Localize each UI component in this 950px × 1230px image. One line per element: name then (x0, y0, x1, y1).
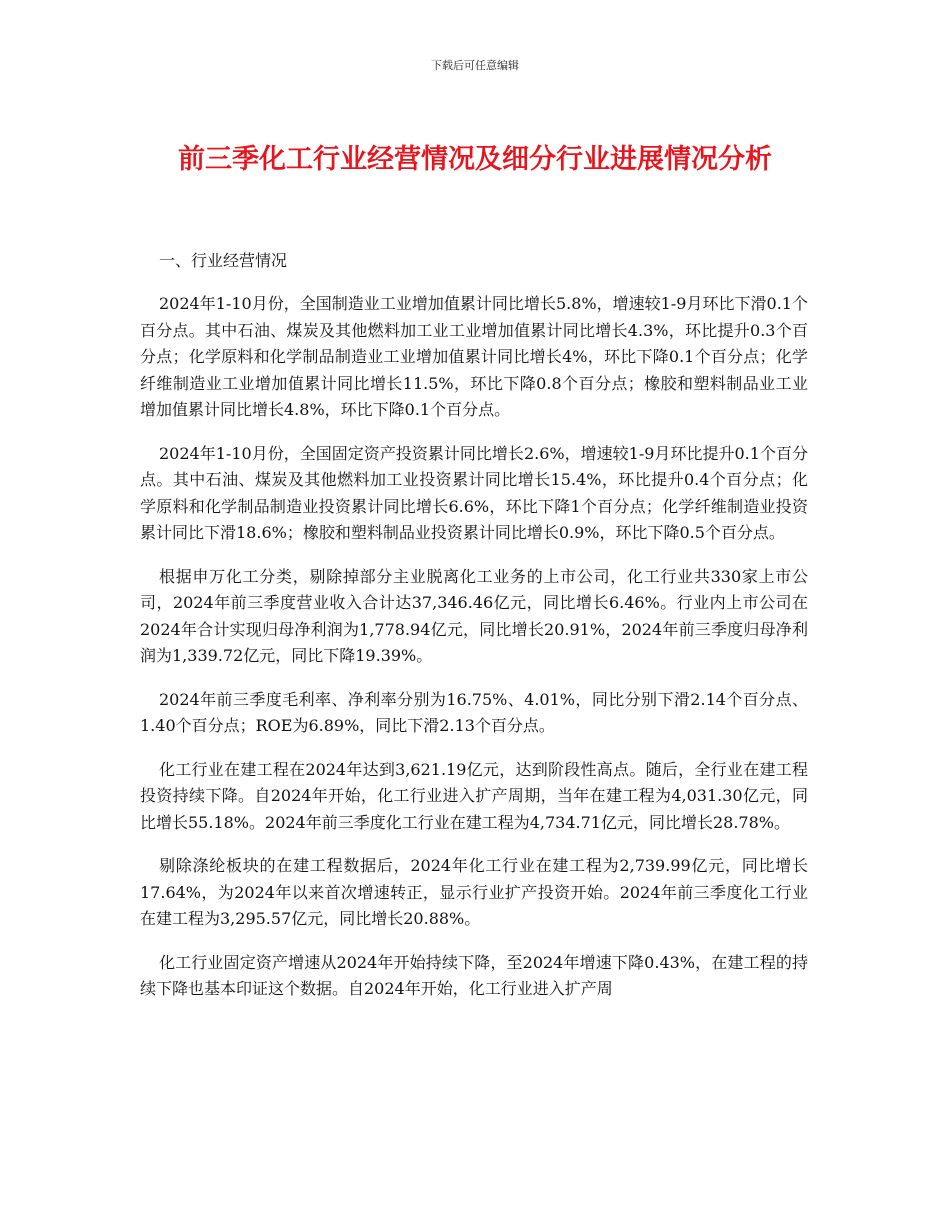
paragraph-3: 根据申万化工分类，剔除掉部分主业脱离化工业务的上市公司，化工行业共330家上市公司，2024年前三季度营业收入合计达37,346.46亿元，同比增长6.46%。行业内上市公司在2024年合计实现归母净利润为1,778.94亿元，同比增长20.91%，2024年前三季度归母净利润为1,339.72亿元，同比下降19.39%。 (140, 566, 808, 665)
paragraph-4: 2024年前三季度毛利率、净利率分别为16.75%、4.01%，同比分别下滑2.14个百分点、1.40个百分点；ROE为6.89%，同比下滑2.13个百分点。 (140, 689, 808, 735)
paragraph-2: 2024年1-10月份，全国固定资产投资累计同比增长2.6%，增速较1-9月环比提升0.1个百分点。其中石油、煤炭及其他燃料加工业投资累计同比增长15.4%，环比提升0.4个百分点；化学原料和化学制品制造业投资累计同比增长6.6%，环比下降1个百分点；化学纤维制造业投资累计同比下滑18.6%；橡胶和塑料制品业投资累计同比增长0.9%，环比下降0.5个百分点。 (140, 443, 808, 542)
section-heading: 一、行业经营情况 (159, 251, 288, 270)
paragraph-1: 2024年1-10月份，全国制造业工业增加值累计同比增长5.8%，增速较1-9月环比下滑0.1个百分点。其中石油、煤炭及其他燃料加工业工业增加值累计同比增长4.3%，环比提升0.3个百分点；化学原料和化学制品制造业工业增加值累计同比增长4%，环比下降0.1个百分点；化学纤维制造业工业增加值累计同比增长11.5%，环比下降0.8个百分点；橡胶和塑料制品业工业增加值累计同比增长4.8%，环比下降0.1个百分点。 (140, 294, 808, 419)
paragraph-7: 化工行业固定资产增速从2024年开始持续下降，至2024年增速下降0.43%，在建工程的持续下降也基本印证这个数据。自2024年开始，化工行业进入扩产周 (140, 952, 808, 998)
paragraph-5: 化工行业在建工程在2024年达到3,621.19亿元，达到阶段性高点。随后，全行业在建工程投资持续下降。自2024年开始，化工行业进入扩产周期，当年在建工程为4,031.30亿元，同比增长55.18%。2024年前三季度化工行业在建工程为4,734.71亿元，同比增长28.78%。 (140, 759, 808, 832)
paragraph-6: 剔除涤纶板块的在建工程数据后，2024年化工行业在建工程为2,739.99亿元，同比增长17.64%，为2024年以来首次增速转正，显示行业扩产投资开始。2024年前三季度化工行业在建工程为3,295.57亿元，同比增长20.88%。 (140, 856, 808, 928)
document-title: 前三季化工行业经营情况及细分行业进展情况分析 (178, 144, 772, 175)
document-body (140, 248, 808, 1020)
header-note: 下载后可任意编辑 (431, 59, 519, 72)
